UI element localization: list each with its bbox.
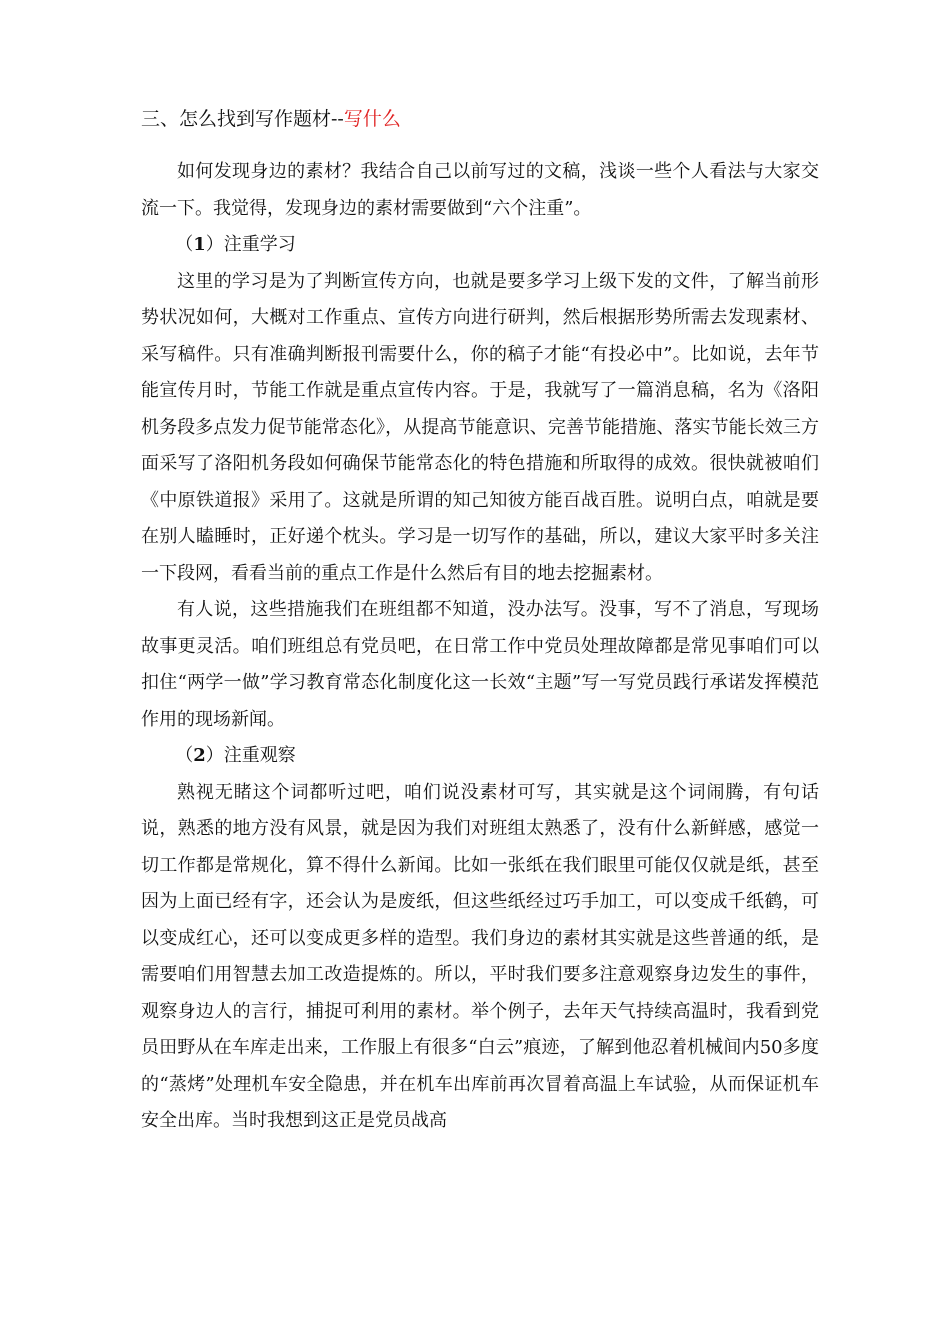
subheading-paren-close: ） [205, 234, 224, 255]
subheading-paren-open: （ [175, 234, 194, 255]
subheading-paren-open: （ [175, 745, 194, 766]
heading-accent: 写什么 [343, 108, 401, 130]
study-paragraph-2: 有人说，这些措施我们在班组都不知道，没办法写。没事，写不了消息，写现场故事更灵活。咱们班组总有党员吧，在日常工作中党员处理故障都是常见事咱们可以扣住“两学一做”学习教育常态化制度化这一长效“主题”写一写党员践行承诺发挥模范作用的现场新闻。 [141, 599, 819, 730]
study-paragraph-1: 这里的学习是为了判断宣传方向，也就是要多学习上级下发的文件，了解当前形势状况如何，大概对工作重点、宣传方向进行研判，然后根据形势所需去发现素材、采写稿件。只有准确判断报刊需要什么，你的稿子才能“有投必中”。比如说，去年节能宣传月时，节能工作就是重点宣传内容。于是，我就写了一篇消息稿，名为《洛阳机务段多点发力促节能常态化》，从提高节能意识、完善节能措施、落实节能长效三方面采写了洛阳机务段如何确保节能常态化的特色措施和所取得的成效。很快就被咱们《中原铁道报》采用了。这就是所谓的知己知彼方能百战百胜。说明白点，咱就是要在别人瞌睡时，正好递个枕头。学习是一切写作的基础，所以，建议大家平时多关注一下段网，看看当前的重点工作是什么然后有目的地去挖掘素材。 [141, 270, 819, 584]
heading-main: 三、怎么找到写作题材-- [141, 108, 344, 130]
intro-paragraph: 如何发现身边的素材？我结合自己以前写过的文稿，浅谈一些个人看法与大家交流一下。我觉得，发现身边的素材需要做到“六个注重”。 [141, 161, 819, 219]
subheading-number: 1 [193, 234, 206, 255]
subheading-observe [141, 738, 819, 775]
observe-paragraph-1: 熟视无睹这个词都听过吧，咱们说没素材可写，其实就是这个词闹腾，有句话说，熟悉的地方没有风景，就是因为我们对班组太熟悉了，没有什么新鲜感，感觉一切工作都是常规化，算不得什么新闻。比如一张纸在我们眼里可能仅仅就是纸，甚至因为上面已经有字，还会认为是废纸，但这些纸经过巧手加工，可以变成千纸鹤，可以变成红心，还可以变成更多样的造型。我们身边的素材其实就是这些普通的纸，是需要咱们用智慧去加工改造提炼的。所以，平时我们要多注意观察身边发生的事件，观察身边人的言行，捕捉可利用的素材。举个例子，去年天气持续高温时，我看到党员田野从在车库走出来，工作服上有很多“白云”痕迹，了解到他忍着机械间内50多度的“蒸烤”处理机车安全隐患，并在机车出库前再次冒着高温上车试验，从而保证机车安全出库。当时我想到这正是党员战高 [141, 781, 819, 1131]
subheading-title: 注重学习 [223, 234, 296, 255]
subheading-study [141, 227, 819, 264]
subheading-paren-close: ） [205, 745, 224, 766]
subheading-title: 注重观察 [223, 745, 296, 766]
section-heading [141, 104, 819, 134]
subheading-number: 2 [193, 745, 206, 766]
document-body [141, 104, 819, 1140]
